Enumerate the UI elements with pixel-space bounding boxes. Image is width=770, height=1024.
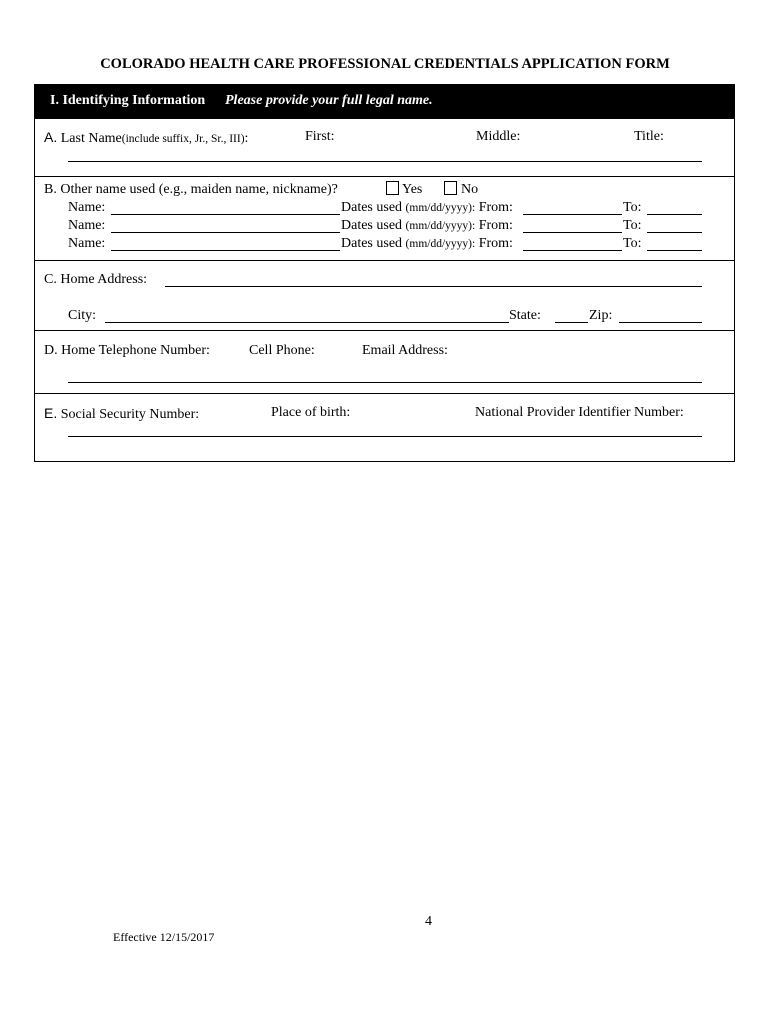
other-name-label: Name: (68, 218, 106, 233)
zip-field[interactable] (619, 322, 702, 323)
row-e-label (44, 405, 199, 423)
date-to-field[interactable] (647, 232, 702, 233)
state-label: State: (509, 308, 541, 323)
section-instruction: Please provide your full legal name. (225, 93, 433, 108)
city-label: City: (68, 308, 97, 323)
place-of-birth-label: Place of birth: (271, 405, 351, 420)
email-address-label: Email Address: (362, 343, 448, 358)
row-a-letter: A. (44, 129, 58, 145)
other-name-question: B. Other name used (e.g., maiden name, nickname)? (44, 182, 338, 197)
npi-label: National Provider Identifier Number: (475, 405, 684, 420)
ssn-label: Social Security Number: (60, 407, 200, 422)
home-address-label: C. Home Address: (44, 272, 148, 287)
last-name-colon: : (244, 131, 249, 146)
other-name-field[interactable] (111, 232, 340, 233)
effective-date: Effective 12/15/2017 (113, 930, 215, 944)
home-address-field[interactable] (165, 286, 702, 287)
date-to-label: To: (623, 200, 642, 215)
last-name-label: Last Name (60, 131, 122, 146)
middle-name-label: Middle: (476, 129, 521, 144)
row-divider (35, 393, 734, 394)
row-e-letter: E. (44, 405, 58, 421)
no-label: No (461, 182, 479, 197)
yes-label: Yes (402, 182, 423, 197)
other-name-field[interactable] (111, 250, 340, 251)
row-divider (35, 330, 734, 331)
other-name-field[interactable] (111, 214, 340, 215)
dates-used-label: Dates used (mm/dd/yyyy): From: (341, 218, 513, 233)
city-field[interactable] (105, 322, 509, 323)
state-field[interactable] (555, 322, 588, 323)
zip-label: Zip: (589, 308, 613, 323)
no-checkbox[interactable] (444, 181, 457, 195)
page-number: 4 (425, 914, 432, 929)
dates-used-label: Dates used (mm/dd/yyyy): From: (341, 236, 513, 251)
identifying-information-section (34, 84, 735, 462)
identifiers-field[interactable] (68, 436, 702, 437)
other-name-label: Name: (68, 200, 106, 215)
date-to-field[interactable] (647, 214, 702, 215)
other-name-label: Name: (68, 236, 106, 251)
cell-phone-label: Cell Phone: (249, 343, 315, 358)
legal-name-field[interactable] (68, 161, 702, 162)
section-heading: I. Identifying Information (50, 93, 206, 108)
home-phone-label: D. Home Telephone Number: (44, 343, 210, 358)
row-divider (35, 176, 734, 177)
date-to-label: To: (623, 218, 642, 233)
row-a-label (44, 129, 248, 147)
date-to-label: To: (623, 236, 642, 251)
contact-info-field[interactable] (68, 382, 702, 383)
first-name-label: First: (305, 129, 335, 144)
date-from-field[interactable] (523, 214, 622, 215)
dates-used-label: Dates used (mm/dd/yyyy): From: (341, 200, 513, 215)
date-to-field[interactable] (647, 250, 702, 251)
yes-checkbox[interactable] (386, 181, 399, 195)
date-from-field[interactable] (523, 232, 622, 233)
row-divider (35, 260, 734, 261)
date-from-field[interactable] (523, 250, 622, 251)
title-label: Title: (634, 129, 664, 144)
last-name-hint: (include suffix, Jr., Sr., III) (121, 133, 245, 145)
form-title: COLORADO HEALTH CARE PROFESSIONAL CREDENTIALS APPLICATION FORM (100, 56, 670, 72)
section-header (35, 85, 734, 119)
